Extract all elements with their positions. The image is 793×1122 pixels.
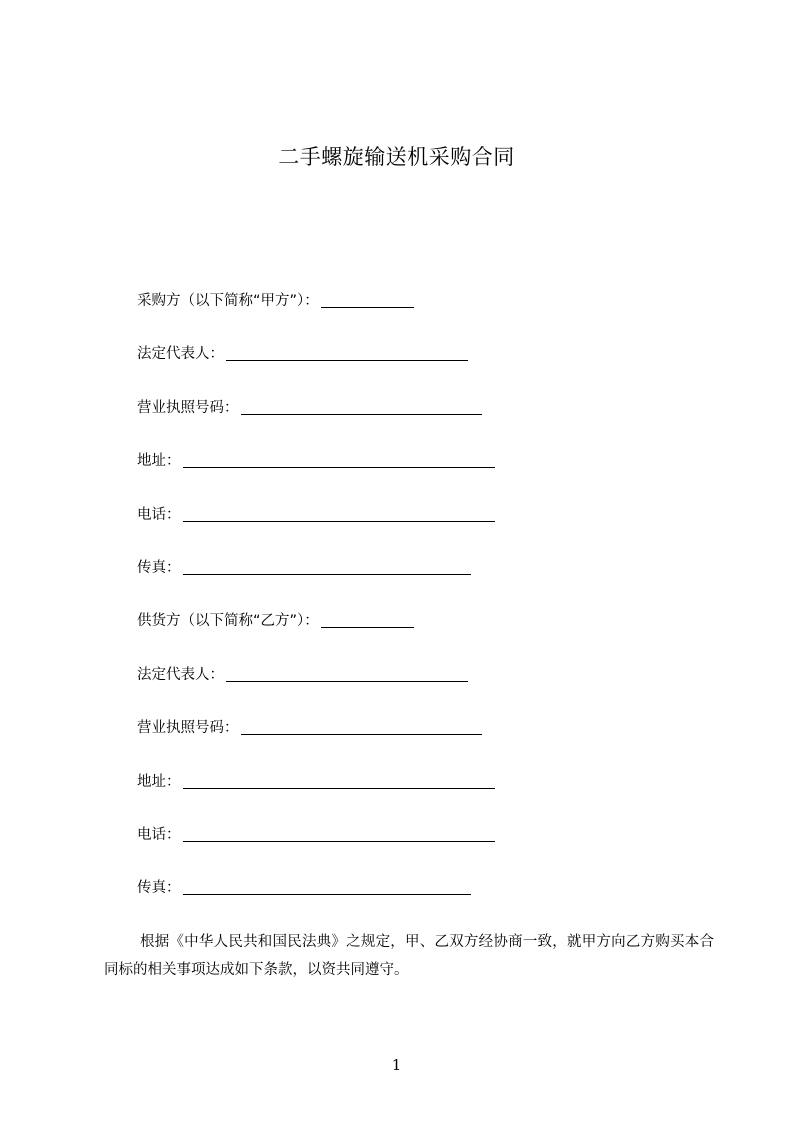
- field-label: 供货方（以下简称“乙方”）：: [137, 613, 319, 630]
- field-label: 法定代表人：: [137, 346, 224, 363]
- field-label: 法定代表人：: [137, 666, 224, 683]
- field-label: 地址：: [137, 773, 181, 790]
- buyer-license-field: [137, 397, 737, 450]
- field-blank[interactable]: [226, 343, 468, 361]
- field-blank[interactable]: [183, 771, 495, 789]
- field-blank[interactable]: [183, 824, 495, 842]
- supplier-phone-field: [137, 824, 737, 877]
- party-fields: [137, 290, 737, 931]
- buyer-legal-rep-field: [137, 343, 737, 396]
- field-blank[interactable]: [183, 504, 495, 522]
- buyer-phone-field: [137, 504, 737, 557]
- intro-paragraph-text: 根据《中华人民共和国民法典》之规定，甲、乙双方经协商一致，就甲方向乙方购买本合同标的相关事项达成如下条款，以资共同遵守。: [104, 934, 714, 978]
- document-title: 二手螺旋输送机采购合同: [278, 145, 515, 169]
- field-blank[interactable]: [321, 290, 415, 308]
- field-label: 传真：: [137, 559, 181, 576]
- supplier-license-field: [137, 717, 737, 770]
- field-blank[interactable]: [183, 877, 472, 895]
- field-blank[interactable]: [241, 397, 483, 415]
- field-blank[interactable]: [226, 664, 468, 682]
- field-blank[interactable]: [241, 717, 483, 735]
- intro-paragraph: [104, 928, 714, 984]
- supplier-legal-rep-field: [137, 664, 737, 717]
- field-blank[interactable]: [183, 557, 472, 575]
- field-blank[interactable]: [321, 610, 415, 628]
- buyer-name-field: [137, 290, 737, 343]
- field-label: 地址：: [137, 453, 181, 470]
- supplier-address-field: [137, 771, 737, 824]
- field-blank[interactable]: [183, 450, 495, 468]
- field-label: 营业执照号码：: [137, 399, 239, 416]
- supplier-fax-field: [137, 877, 737, 930]
- field-label: 电话：: [137, 506, 181, 523]
- buyer-address-field: [137, 450, 737, 503]
- field-label: 电话：: [137, 826, 181, 843]
- field-label: 传真：: [137, 880, 181, 897]
- field-label: 采购方（以下简称“甲方”）：: [137, 293, 319, 309]
- page-number: 1: [391, 1056, 402, 1074]
- field-label: 营业执照号码：: [137, 720, 239, 737]
- buyer-fax-field: [137, 557, 737, 610]
- supplier-name-field: [137, 610, 737, 663]
